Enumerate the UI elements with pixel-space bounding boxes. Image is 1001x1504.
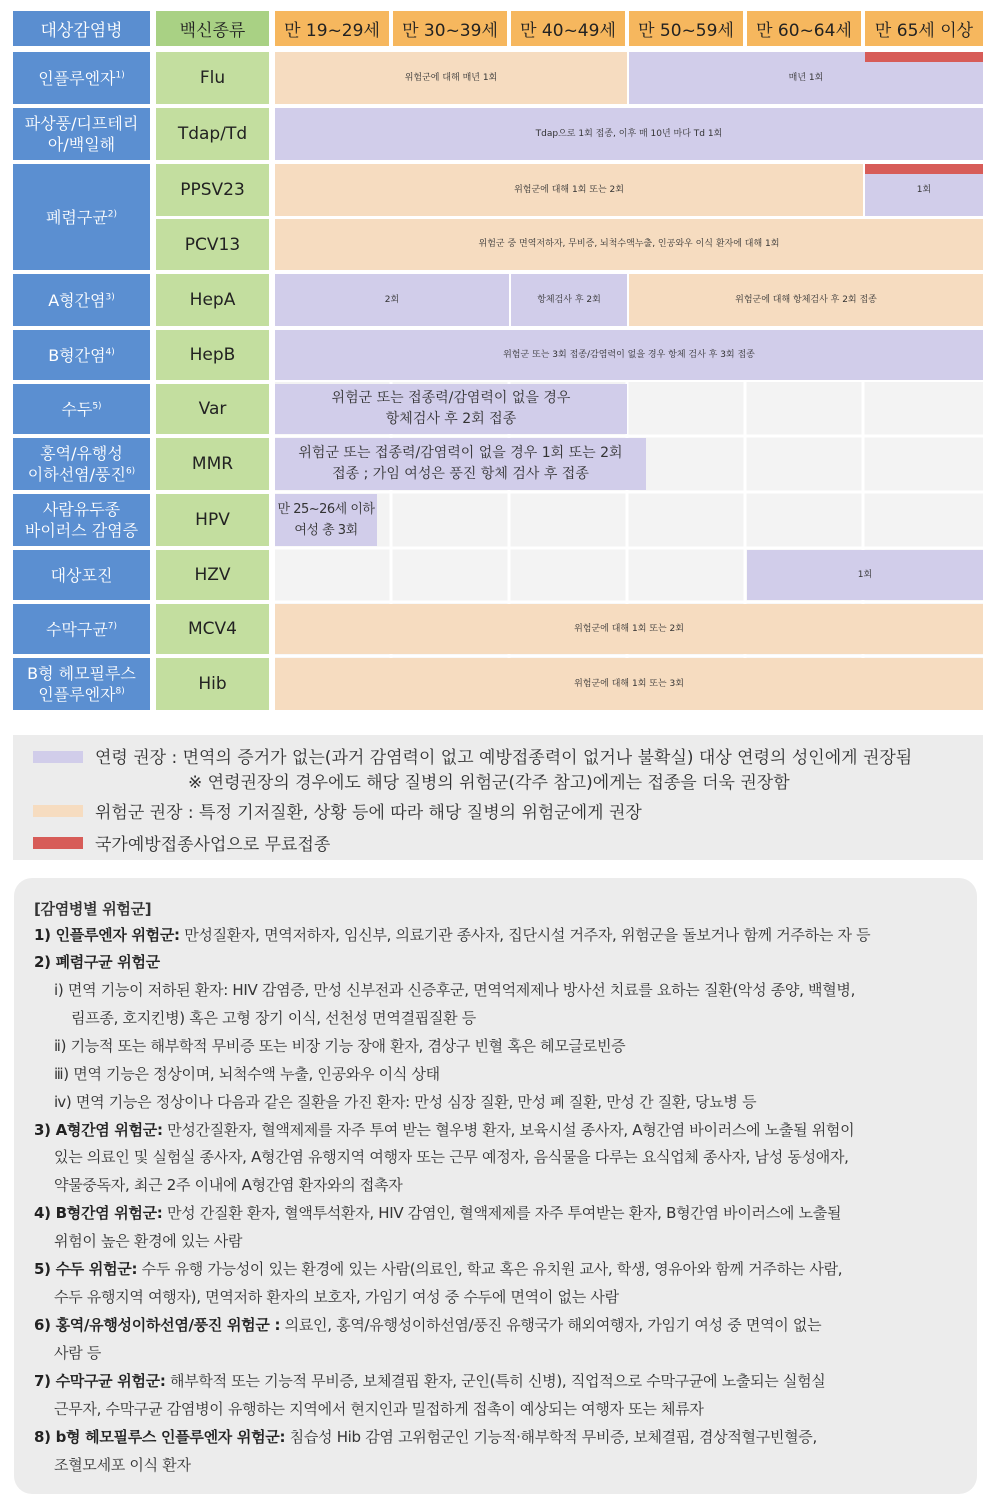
var-age-line1: 위험군 또는 접종력/감염력이 없을 경우	[331, 390, 571, 406]
disease-zoster	[13, 550, 150, 600]
risk-group-4-line2: 위험이 높은 환경에 있는 사람	[54, 1232, 243, 1250]
risk-group-2-i-line1: ⅰ) 면역 기능이 저하된 환자: HIV 감염증, 만성 신부전과 신증후군, 면역억제제나 방사선 치료를 요하는 질환(악성 종양, 백혈병,	[54, 981, 856, 999]
footnote-6: 6)	[125, 466, 136, 477]
ppsv-age-cell: 1회	[865, 164, 983, 216]
disease-mmr-line1: 홍역/유행성	[40, 444, 123, 463]
disease-pneumococcus-label: 폐렴구균	[45, 207, 108, 227]
legend-risk-text: 위험군 권장 : 특정 기저질환, 상황 등에 따라 해당 질병의 위험군에게 권장	[95, 803, 642, 823]
vaccine-hepb: HepB	[156, 330, 269, 380]
risk-group-4-label: 4) B형간염 위험군:	[34, 1204, 163, 1222]
tdap-age-cell: Tdap으로 1회 접종, 이후 매 10년 마다 Td 1회	[275, 108, 983, 160]
disease-hepa-label: A형간염	[48, 290, 106, 310]
legend-swatch-free	[33, 837, 83, 849]
risk-group-6-label: 6) 홍역/유행성이하선염/풍진 위험군 :	[34, 1316, 281, 1334]
footnote-7: 7)	[107, 621, 118, 632]
legend	[13, 735, 983, 860]
risk-group-3-line1: 만성간질환자, 혈액제제를 자주 투여 받는 혈우병 환자, 보육시설 종사자, A형간염 바이러스에 노출될 위험이	[162, 1121, 855, 1139]
risk-group-8-line1: 침습성 Hib 감염 고위험군인 기능적·해부학적 무비증, 보체결핍, 겸상적혈구빈혈증,	[285, 1428, 817, 1446]
mmr-age-cell	[275, 438, 646, 490]
flu-risk-cell: 위험군에 대해 매년 1회	[275, 52, 627, 104]
hepa-risk-cell: 위험군에 대해 항체검사 후 2회 접종	[629, 274, 983, 326]
disease-hpv-line1: 사람유두종	[42, 500, 121, 519]
ppsv-risk-cell: 위험군에 대해 1회 또는 2회	[275, 164, 863, 216]
disease-hepb-label: B형간염	[48, 345, 106, 365]
header-disease: 대상감염병	[13, 11, 150, 46]
risk-group-1-text: 만성질환자, 면역저하자, 임신부, 의료기관 종사자, 집단시설 거주자, 위험군을 돌보거나 함께 거주하는 자 등	[179, 926, 871, 944]
risk-group-8-label: 8) b형 헤모필루스 인플루엔자 위험군:	[34, 1428, 286, 1446]
risk-group-5	[34, 1258, 842, 1279]
mmr-age-line2: 접종 ; 가임 여성은 풍진 항체 검사 후 접종	[332, 466, 589, 482]
risk-group-5-line1: 수두 유행 가능성이 있는 환경에 있는 사람(의료인, 학교 혹은 유치원 교사, 학생, 영유아와 함께 거주하는 사람,	[137, 1260, 843, 1278]
vaccine-hepa: HepA	[156, 274, 269, 326]
vaccine-var: Var	[156, 384, 269, 434]
legend-free-text: 국가예방접종사업으로 무료접종	[95, 835, 331, 855]
header-age-50-59: 만 50~59세	[629, 11, 743, 46]
hib-risk-cell: 위험군에 대해 1회 또는 3회	[275, 658, 983, 710]
mmr-age-line1: 위험군 또는 접종력/감염력이 없을 경우 1회 또는 2회	[298, 445, 623, 461]
risk-group-8-line2: 조혈모세포 이식 환자	[54, 1456, 191, 1474]
disease-hib-line2: 인플루엔자	[38, 685, 116, 704]
footnote-8: 8)	[115, 686, 125, 697]
header-age-65-plus: 만 65세 이상	[865, 11, 983, 46]
risk-group-1	[34, 924, 870, 945]
risk-groups-title: [감염병별 위험군]	[34, 900, 152, 918]
disease-mmr	[13, 438, 150, 490]
footnote-4: 4)	[105, 347, 115, 358]
disease-flu-label: 인플루엔자	[38, 68, 116, 88]
risk-group-5-label: 5) 수두 위험군:	[34, 1260, 138, 1278]
risk-groups-box	[14, 878, 977, 1494]
vaccine-tdap: Tdap/Td	[156, 108, 269, 160]
legend-swatch-risk	[33, 805, 83, 817]
vaccine-ppsv23: PPSV23	[156, 164, 269, 216]
flu-age-cell: 매년 1회	[629, 52, 983, 104]
risk-group-2-iii: ⅲ) 면역 기능은 정상이며, 뇌척수액 누출, 인공와우 이식 상태	[54, 1065, 440, 1083]
risk-group-7	[34, 1370, 826, 1391]
risk-group-6-line2: 사람 등	[54, 1344, 102, 1362]
risk-group-3-line3: 약물중독자, 최근 2주 이내에 A형간염 환자와의 접촉자	[54, 1176, 403, 1194]
footnote-1: 1)	[115, 70, 125, 81]
vaccine-hzv: HZV	[156, 550, 269, 600]
risk-group-8	[34, 1426, 817, 1447]
disease-tdap	[13, 108, 150, 160]
disease-hpv-line2: 바이러스 감염증	[24, 521, 139, 540]
risk-group-7-line2: 근무자, 수막구균 감염병이 유행하는 지역에서 현지인과 밀접하게 접촉이 예상되는 여행자 또는 체류자	[54, 1400, 704, 1418]
risk-group-5-line2: 수두 유행지역 여행자), 면역저하 환자의 보호자, 가임기 여성 중 수두에 면역이 없는 사람	[54, 1288, 619, 1306]
risk-group-3	[34, 1119, 854, 1140]
header-age-19-29: 만 19~29세	[275, 11, 389, 46]
disease-tdap-line2: 아/백일해	[47, 135, 116, 154]
hepa-age-cell-2: 항체검사 후 2회	[511, 274, 627, 326]
disease-pneumococcus	[13, 164, 150, 270]
risk-group-1-label: 1) 인플루엔자 위험군:	[34, 926, 180, 944]
flu-free-marker	[865, 52, 983, 62]
risk-group-2	[34, 951, 160, 972]
risk-group-2-label: 2) 폐렴구균 위험군	[34, 953, 160, 971]
disease-zoster-label: 대상포진	[50, 565, 113, 585]
risk-group-7-line1: 해부학적 또는 기능적 무비증, 보체결핍 환자, 군인(특히 신병), 직업적으로 수막구균에 노출되는 실험실	[165, 1372, 826, 1390]
header-age-40-49: 만 40~49세	[511, 11, 625, 46]
risk-group-4-line1: 만성 간질환 환자, 혈액투석환자, HIV 감염인, 혈액제제를 자주 투여받는 환자, B형간염 바이러스에 노출될	[162, 1204, 842, 1222]
legend-age-text: 연령 권장 : 면역의 증거가 없는(과거 감염력이 없고 예방접종력이 없거나 불확실) 대상 연령의 성인에게 권장됨	[95, 748, 913, 768]
risk-group-2-i-line2: 림프종, 호지킨병) 혹은 고형 장기 이식, 선천성 면역결핍질환 등	[71, 1009, 476, 1027]
vaccine-flu: Flu	[156, 52, 269, 104]
vaccine-mmr: MMR	[156, 438, 269, 490]
hzv-age-cell: 1회	[747, 550, 983, 600]
disease-tdap-line1: 파상풍/디프테리	[24, 114, 139, 133]
var-age-line2: 항체검사 후 2회 접종	[385, 411, 517, 427]
vaccine-hib: Hib	[156, 658, 269, 710]
disease-meningococcus-label: 수막구균	[45, 619, 108, 639]
disease-hpv	[13, 494, 150, 546]
disease-mmr-line2: 이하선염/풍진	[27, 465, 126, 484]
risk-group-4	[34, 1202, 841, 1223]
disease-meningococcus	[13, 604, 150, 654]
disease-hib-line1: B형 헤모필루스	[27, 664, 136, 683]
risk-group-6	[34, 1314, 821, 1335]
vaccine-hpv: HPV	[156, 494, 269, 546]
risk-group-3-line2: 있는 의료인 및 실험실 종사자, A형간염 유행지역 여행자 또는 근무 예정자, 음식물을 다루는 요식업체 종사자, 남성 동성애자,	[54, 1148, 849, 1166]
footnote-5: 5)	[92, 401, 102, 412]
vaccine-pcv13: PCV13	[156, 219, 269, 270]
disease-varicella-label: 수두	[61, 399, 93, 419]
disease-varicella	[13, 384, 150, 434]
hepa-age-cell-1: 2회	[275, 274, 509, 326]
header-age-60-64: 만 60~64세	[747, 11, 861, 46]
var-age-cell	[275, 384, 627, 434]
vaccine-mcv4: MCV4	[156, 604, 269, 654]
hepb-age-cell: 위험군 또는 3회 접종/감염력이 없을 경우 항체 검사 후 3회 접종	[275, 330, 983, 380]
disease-hib	[13, 658, 150, 710]
disease-hepa	[13, 274, 150, 326]
risk-group-6-line1: 의료인, 홍역/유행성이하선염/풍진 유행국가 해외여행자, 가임기 여성 중 면역이 없는	[280, 1316, 822, 1334]
footnote-2: 2)	[107, 209, 118, 220]
risk-group-2-ii: ⅱ) 기능적 또는 해부학적 무비증 또는 비장 기능 장애 환자, 겸상구 빈혈 혹은 헤모글로빈증	[54, 1037, 626, 1055]
footnote-3: 3)	[105, 292, 115, 303]
risk-group-7-label: 7) 수막구균 위험군:	[34, 1372, 166, 1390]
disease-hepb	[13, 330, 150, 380]
header-vaccine: 백신종류	[156, 11, 269, 46]
risk-group-3-label: 3) A형간염 위험군:	[34, 1121, 163, 1139]
risk-group-2-iv: ⅳ) 면역 기능은 정상이나 다음과 같은 질환을 가진 환자: 만성 심장 질환, 만성 폐 질환, 만성 간 질환, 당뇨병 등	[54, 1093, 757, 1111]
pcv-risk-cell: 위험군 중 면역저하자, 무비증, 뇌척수액누출, 인공와우 이식 환자에 대해 1회	[275, 219, 983, 270]
legend-age-note: ※ 연령권장의 경우에도 해당 질병의 위험군(각주 참고)에게는 접종을 더욱 권장함	[188, 773, 790, 793]
header-age-30-39: 만 30~39세	[393, 11, 507, 46]
mcv-risk-cell: 위험군에 대해 1회 또는 2회	[275, 604, 983, 654]
hpv-age-line1: 만 25~26세 이하	[277, 502, 375, 517]
ppsv-free-marker	[865, 164, 983, 174]
legend-swatch-age	[33, 751, 83, 763]
hpv-age-line2: 여성 총 3회	[294, 523, 358, 538]
hpv-age-cell	[275, 494, 377, 546]
disease-flu	[13, 52, 150, 104]
